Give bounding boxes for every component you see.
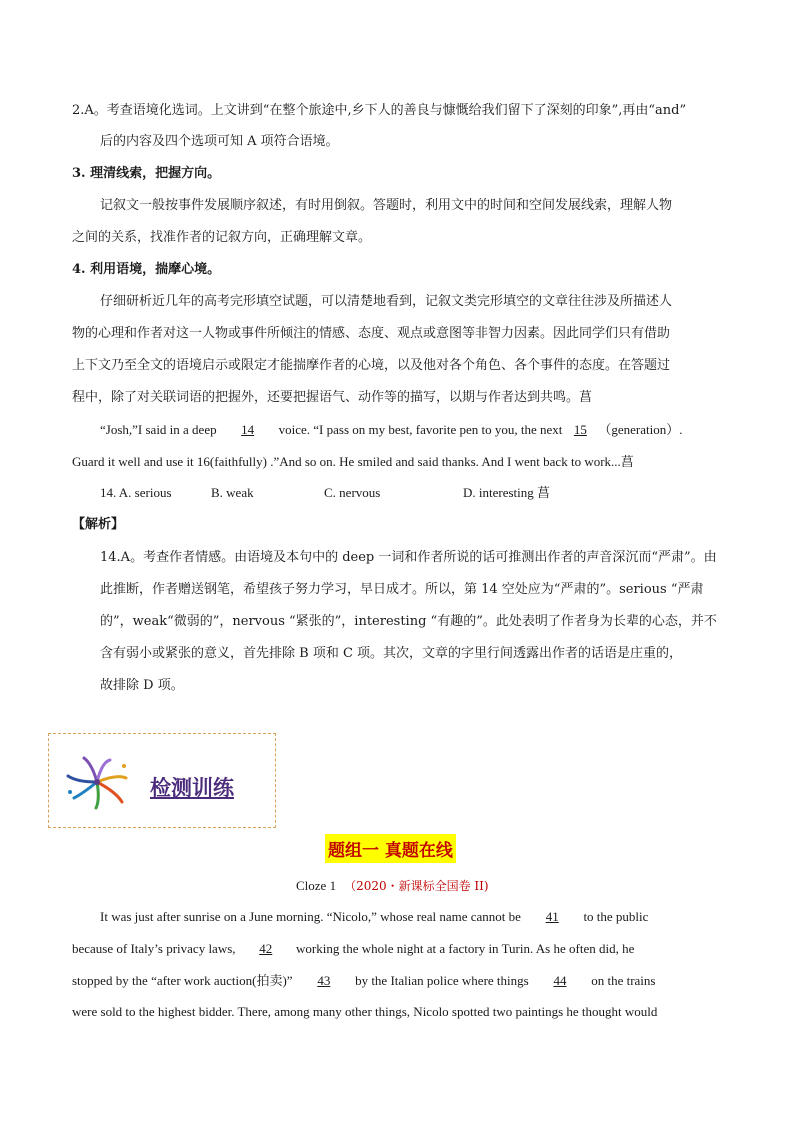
cloze-line1: It was just after sunrise on a June morning. “Nicolo,” whose real name cannot be 41 to the public xyxy=(100,907,752,927)
analysis-line1: 14.A。考查作者情感。由语境及本句中的 deep 一词和作者所说的话可推测出作者的声音深沉而“严肃”。由 xyxy=(100,550,717,565)
cloze-line4: were sold to the highest bidder. There, among many other things, Nicolo spotted two paintings he thought would xyxy=(72,1004,658,1019)
option-a: 14. A. serious xyxy=(100,485,172,500)
blank-43: 43 xyxy=(317,973,331,988)
blank-44: 44 xyxy=(553,973,567,988)
para-4-line1: 仔细研析近几年的高考完形填空试题，可以清楚地看到，记叙文类完形填空的文章往往涉及所描述人 xyxy=(100,294,673,309)
blank-14: 14 xyxy=(241,422,255,437)
cloze-line3: stopped by the “after work auction(拍卖)” 43 by the Italian police where things 44 on the trains xyxy=(72,971,724,991)
blank-42: 42 xyxy=(259,941,273,956)
analysis-line3: 的”，weak“微弱的”，nervous “紧张的”，interesting “有趣的”。此处表明了作者身为长辈的心态，并不 xyxy=(100,614,717,629)
option-b: B. weak xyxy=(211,485,254,500)
option-c: C. nervous xyxy=(324,485,381,500)
cloze-source: （2020・新课标全国卷 II) xyxy=(344,879,489,893)
analysis-label: 【解析】 xyxy=(72,517,125,532)
group-title: 题组一 真题在线 xyxy=(325,834,456,863)
para-4-line3: 上下文乃至全文的语境启示或限定才能揣摩作者的心境，以及他对各个角色、各个事件的态度。在答题过 xyxy=(72,358,671,373)
line-answer-2: 2.A。考查语境化选词。上文讲到“在整个旅途中,乡下人的善良与慷慨给我们留下了深刻的印象”,再由“and” xyxy=(72,103,687,118)
para-4-line2: 物的心理和作者对这一人物或事件所倾注的情感、态度、观点或意图等非智力因素。因此同学们只有借助 xyxy=(72,326,671,341)
heading-4: 4. 利用语境，揣摩心境。 xyxy=(72,262,221,277)
option-d: D. interesting 菖 xyxy=(463,485,551,500)
section-title: 检测训练 xyxy=(150,776,234,800)
example-line2: Guard it well and use it 16(faithfully) .”And so on. He smiled and said thanks. And I went back to work...菖 xyxy=(72,454,634,469)
blank-41: 41 xyxy=(545,909,559,924)
blank-15: 15 xyxy=(573,422,587,437)
analysis-line2: 此推断，作者赠送钢笔，希望孩子努力学习，早日成才。所以，第 14 空处应为“严肃的”。serious “严肃 xyxy=(100,582,704,597)
para-4-line4: 程中，除了对关联词语的把握外，还要把握语气、动作等的描写，以期与作者达到共鸣。菖 xyxy=(72,390,593,405)
para-3-line1: 记叙文一般按事件发展顺序叙述，有时用倒叙。答题时，利用文中的时间和空间发展线索，理解人物 xyxy=(100,198,673,213)
cloze-title: Cloze 1 （2020・新课标全国卷 II) xyxy=(296,878,489,893)
flower-logo-icon xyxy=(62,752,132,810)
analysis-line4: 含有弱小或紧张的意义，首先排除 B 项和 C 项。其次，文章的字里行间透露出作者的话语是庄重的， xyxy=(100,646,683,661)
heading-3: 3. 理清线索，把握方向。 xyxy=(72,166,221,181)
line-answer-2-cont: 后的内容及四个选项可知 A 项符合语境。 xyxy=(100,134,339,149)
analysis-line5: 故排除 D 项。 xyxy=(100,678,184,693)
example-line1: “Josh,”I said in a deep 14 voice. “I pass on my best, favorite pen to you, the next 15 （generation）. xyxy=(100,420,752,440)
para-3-line2: 之间的关系，找准作者的记叙方向，正确理解文章。 xyxy=(72,230,372,245)
cloze-line2: because of Italy’s privacy laws, 42 working the whole night at a factory in Turin. As he often did, he xyxy=(72,939,724,959)
